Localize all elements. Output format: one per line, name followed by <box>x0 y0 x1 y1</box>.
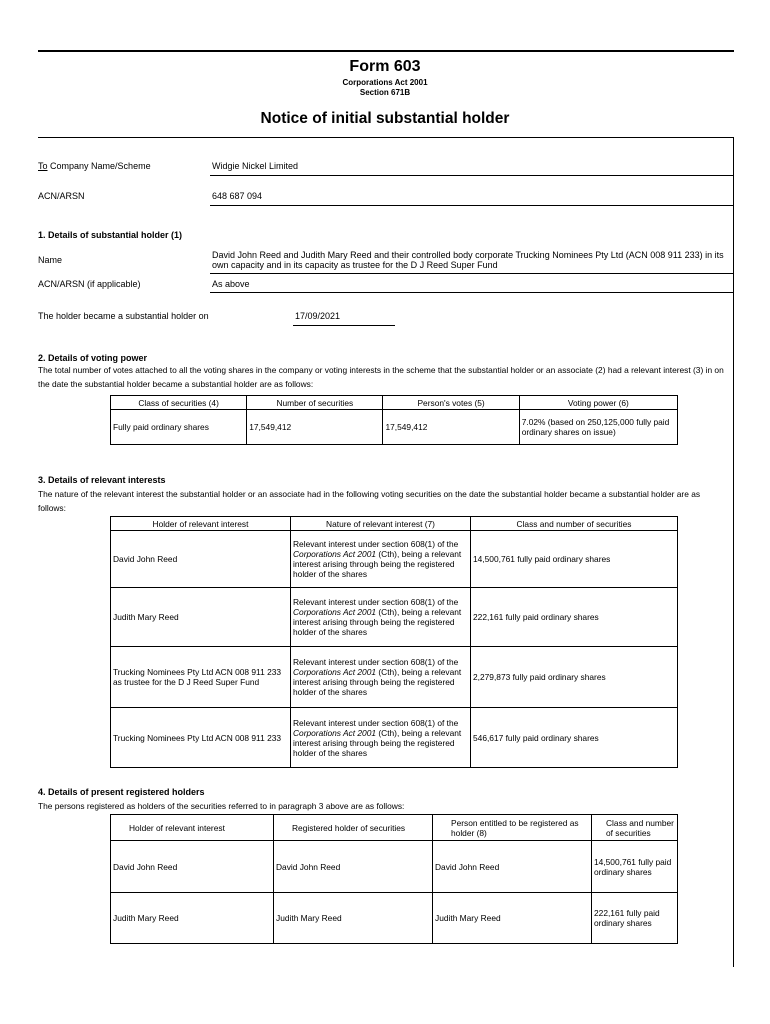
person-entitled-cell: David John Reed <box>433 841 592 893</box>
to-label: To <box>38 161 48 171</box>
holder-interest-cell: Judith Mary Reed <box>111 893 274 944</box>
to-label-row <box>38 161 151 171</box>
section1-heading: 1. Details of substantial holder (1) <box>38 230 183 240</box>
relevant-interests-table <box>110 516 678 768</box>
col-person-entitled: Person entitled to be registered as holder (8) <box>433 815 592 841</box>
holder-interest-cell: David John Reed <box>111 841 274 893</box>
securities-cell: 222,161 fully paid ordinary shares <box>471 588 678 647</box>
col-votes: Person's votes (5) <box>383 396 519 410</box>
col-nature: Nature of relevant interest (7) <box>291 517 471 531</box>
registered-holders-header-row <box>111 815 678 841</box>
registered-holder-cell: David John Reed <box>274 841 433 893</box>
table-row <box>111 647 678 708</box>
nature-cell: Relevant interest under section 608(1) of the Corporations Act 2001 (Cth), being a relevant interest arising through being the registered holder of the shares <box>291 647 471 708</box>
name-value: David John Reed and Judith Mary Reed and their controlled body corporate Trucking Nominees Pty Ltd (ACN 008 911 233) in its own capacity and in its capacity as trustee for the D J Reed Super Fund <box>212 250 724 270</box>
table-row <box>111 588 678 647</box>
section2-text: The total number of votes attached to all the voting shares in the company or voting interests in the scheme that the substantial holder or an associate (2) had a relevant interest (3) in on the date the substantial holder became a substantial holder are as follows: <box>38 365 724 389</box>
section2-heading: 2. Details of voting power <box>38 353 148 363</box>
table-row <box>111 893 678 944</box>
table-row <box>111 708 678 768</box>
holder-cell: Trucking Nominees Pty Ltd ACN 008 911 233 as trustee for the D J Reed Super Fund <box>111 647 291 708</box>
col-class: Class of securities (4) <box>111 396 247 410</box>
col-holder: Holder of relevant interest <box>111 517 291 531</box>
acn-applicable-value: As above <box>212 279 250 289</box>
voting-power-header-row <box>111 396 678 410</box>
voting-power-value: 7.02% (based on 250,125,000 fully paid ordinary shares on issue) <box>519 410 677 445</box>
class-number-cell: 222,161 fully paid ordinary shares <box>592 893 678 944</box>
holder-date-label: The holder became a substantial holder on <box>38 311 209 321</box>
company-line <box>210 175 734 176</box>
company-label: Company Name/Scheme <box>50 161 151 171</box>
table-row <box>111 531 678 588</box>
holder-cell: Judith Mary Reed <box>111 588 291 647</box>
name-label: Name <box>38 255 63 265</box>
act-name: Corporations Act 2001 <box>342 78 428 87</box>
section4-heading: 4. Details of present registered holders <box>38 787 205 797</box>
voting-power-table <box>110 395 678 445</box>
votes-value: 17,549,412 <box>383 410 519 445</box>
nature-cell: Relevant interest under section 608(1) of the Corporations Act 2001 (Cth), being a relevant interest arising through being the registered holder of the shares <box>291 708 471 768</box>
securities-cell: 14,500,761 fully paid ordinary shares <box>471 531 678 588</box>
class-number-cell: 14,500,761 fully paid ordinary shares <box>592 841 678 893</box>
name-line <box>210 273 734 274</box>
table-row <box>111 841 678 893</box>
col-registered-holder: Registered holder of securities <box>274 815 433 841</box>
number-value: 17,549,412 <box>247 410 383 445</box>
nature-cell: Relevant interest under section 608(1) of the Corporations Act 2001 (Cth), being a relevant interest arising through being the registered holder of the shares <box>291 531 471 588</box>
class-value: Fully paid ordinary shares <box>111 410 247 445</box>
acn-label: ACN/ARSN <box>38 191 85 201</box>
acn-applicable-line <box>210 292 734 293</box>
acn-line <box>210 205 734 206</box>
relevant-interests-header-row <box>111 517 678 531</box>
holder-date-line <box>293 325 395 326</box>
securities-cell: 2,279,873 fully paid ordinary shares <box>471 647 678 708</box>
acn-applicable-label: ACN/ARSN (if applicable) <box>38 279 141 289</box>
acn-value: 648 687 094 <box>212 191 263 201</box>
notice-title: Notice of initial substantial holder <box>260 110 510 127</box>
col-class-number-securities: Class and number of securities <box>592 815 678 841</box>
registered-holders-table <box>110 814 678 944</box>
person-entitled-cell: Judith Mary Reed <box>433 893 592 944</box>
nature-cell: Relevant interest under section 608(1) of the Corporations Act 2001 (Cth), being a relevant interest arising through being the registered holder of the shares <box>291 588 471 647</box>
title-rule <box>38 137 734 138</box>
registered-holder-cell: Judith Mary Reed <box>274 893 433 944</box>
col-holder-interest: Holder of relevant interest <box>111 815 274 841</box>
top-rule <box>38 50 734 52</box>
col-class-number: Class and number of securities <box>471 517 678 531</box>
section-name: Section 671B <box>359 88 411 97</box>
holder-cell: Trucking Nominees Pty Ltd ACN 008 911 233 <box>111 708 291 768</box>
section4-text: The persons registered as holders of the securities referred to in paragraph 3 above are as follows: <box>38 801 405 811</box>
form-title: Form 603 <box>349 58 421 75</box>
holder-date-value: 17/09/2021 <box>295 311 341 321</box>
section3-text: The nature of the relevant interest the substantial holder or an associate had in the following voting securities on the date the substantial holder became a substantial holder are as follows: <box>38 489 701 513</box>
section3-heading: 3. Details of relevant interests <box>38 475 166 485</box>
col-number: Number of securities <box>247 396 383 410</box>
table-row <box>111 410 678 445</box>
company-value: Widgie Nickel Limited <box>212 161 299 171</box>
right-border <box>733 137 734 967</box>
securities-cell: 546,617 fully paid ordinary shares <box>471 708 678 768</box>
holder-cell: David John Reed <box>111 531 291 588</box>
col-voting-power: Voting power (6) <box>519 396 677 410</box>
